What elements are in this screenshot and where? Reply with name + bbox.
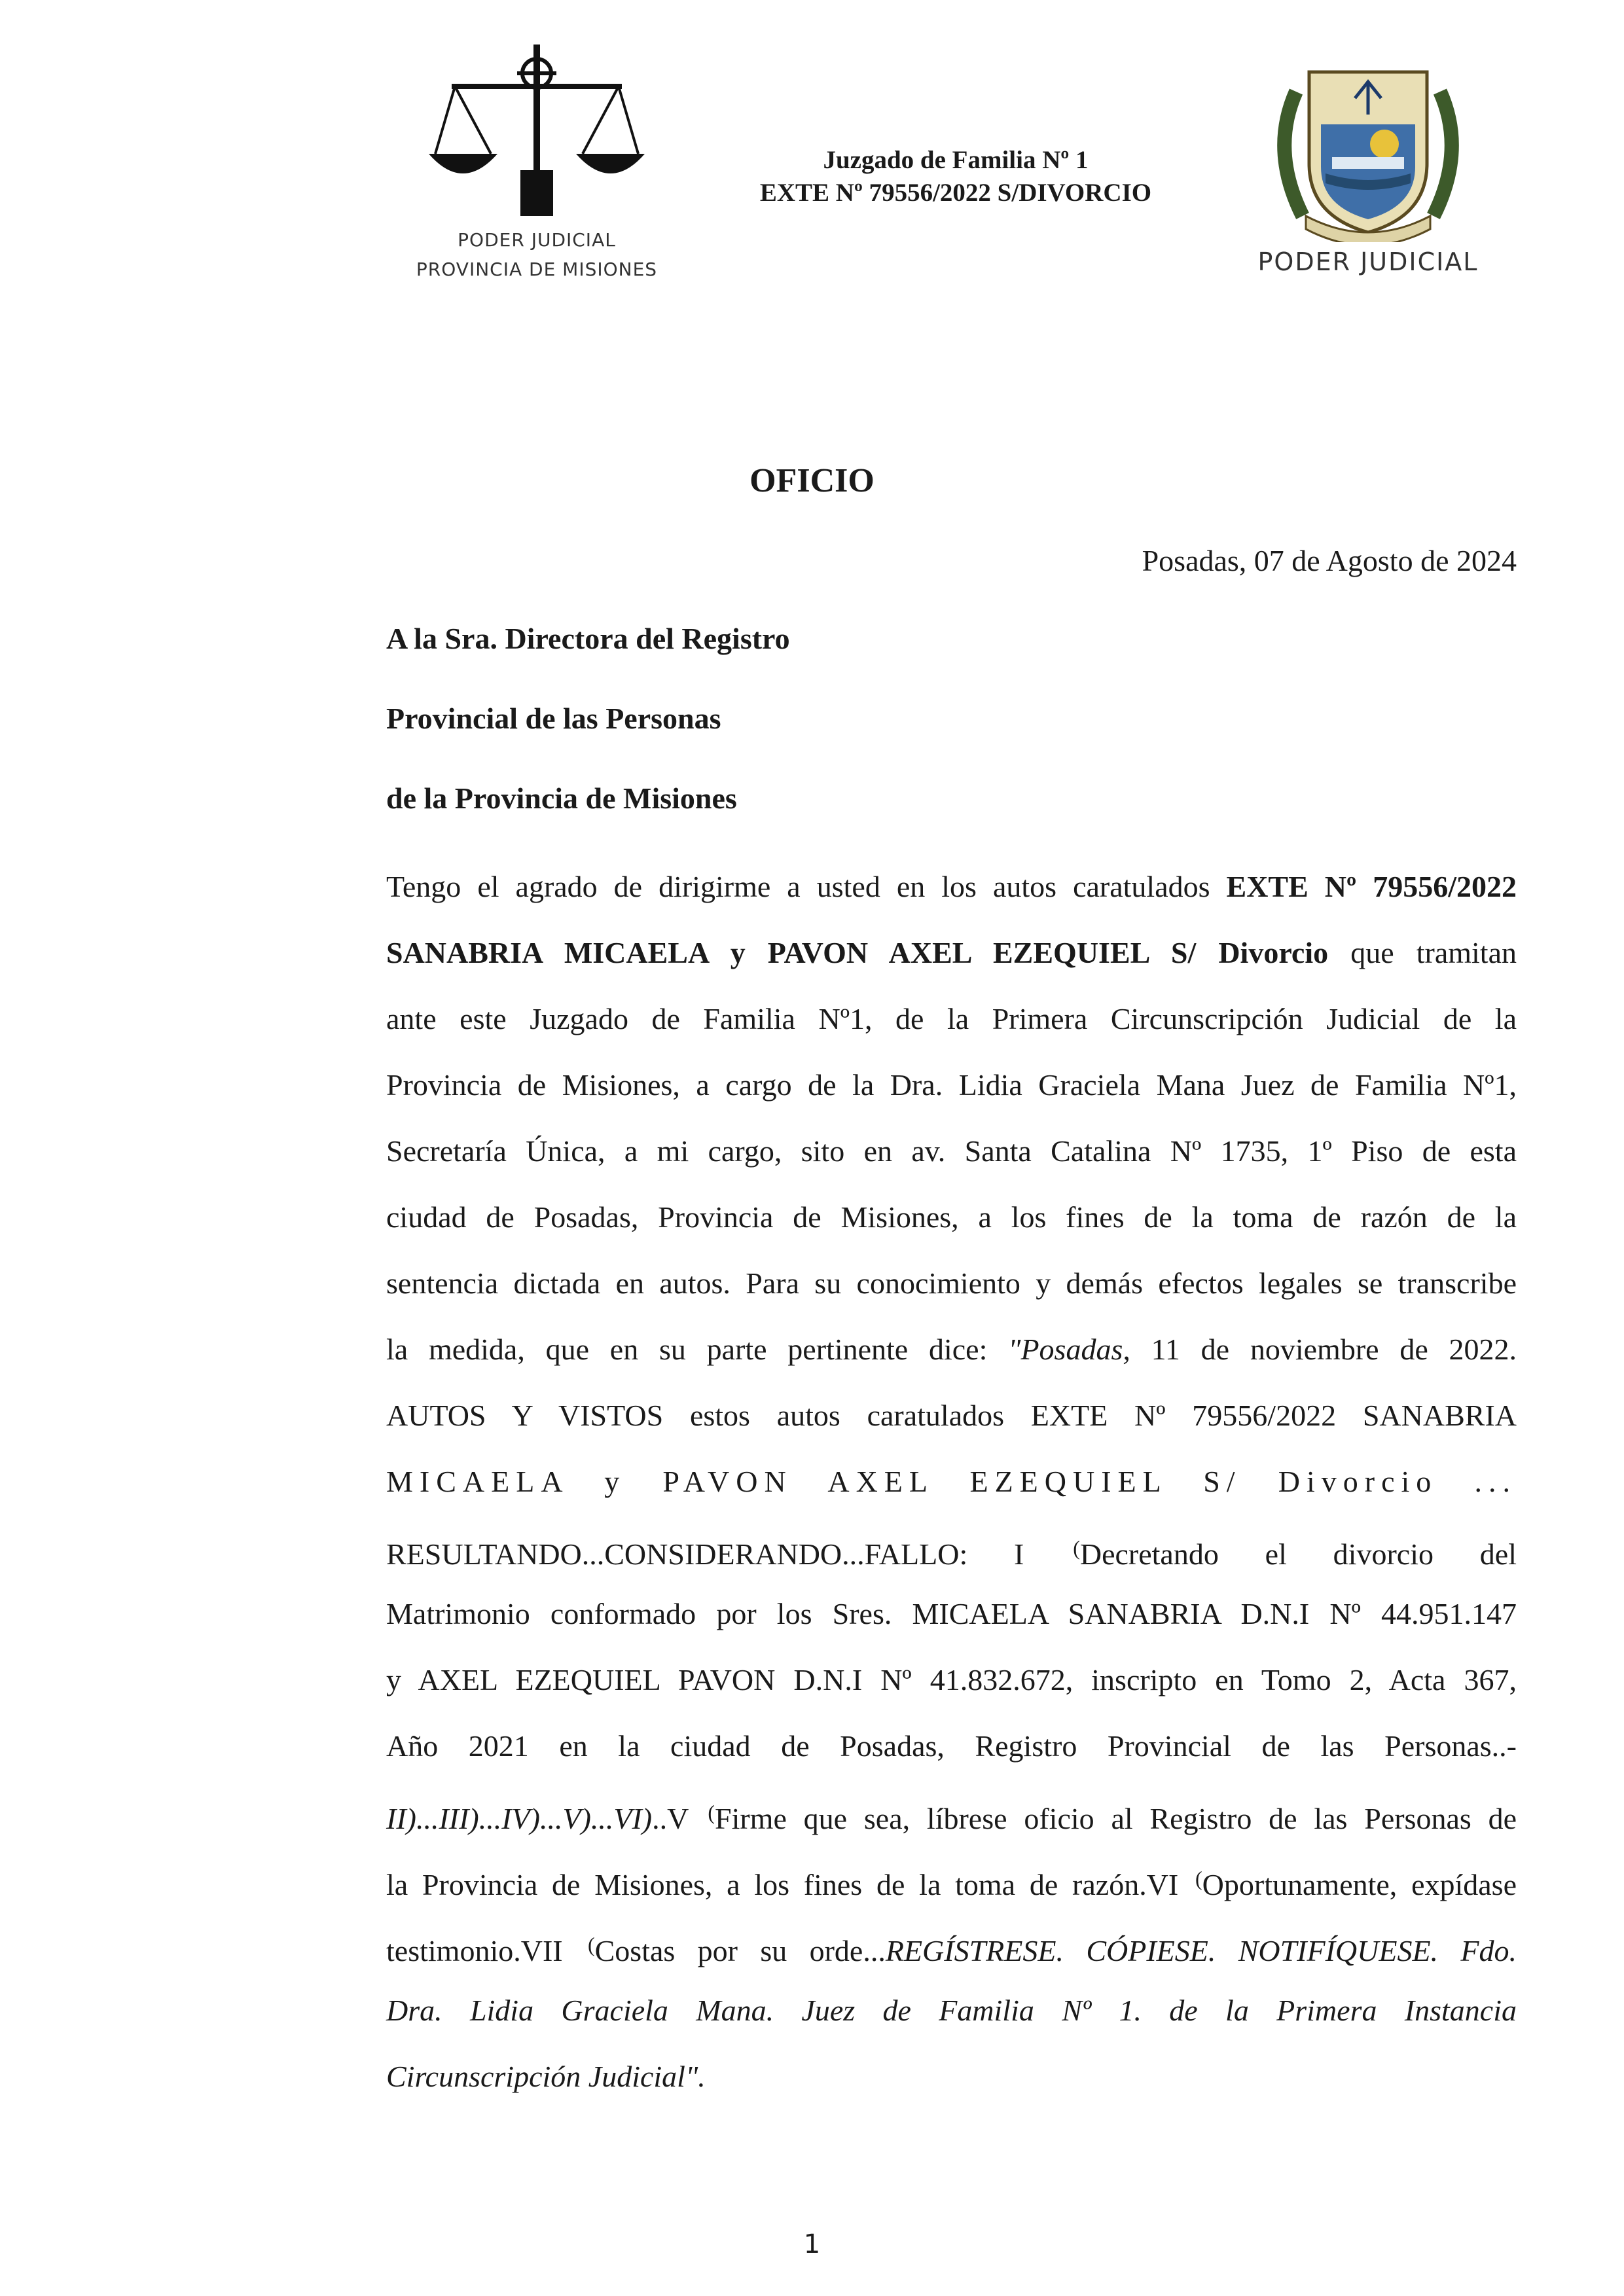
addressee-line-1: A la Sra. Directora del Registro	[386, 622, 790, 655]
body-text: Decretando el divorcio del	[1079, 1537, 1517, 1571]
provincia-de-misiones-seal	[1231, 52, 1506, 288]
sections-italic: II)...III)...IV)...V)...VI)	[386, 1802, 653, 1835]
superscript-paren: (	[1195, 1867, 1202, 1890]
body-text: ..V	[652, 1802, 706, 1835]
body-line-18	[386, 1992, 1517, 2058]
case-reference: EXTE Nº 79556/2022 S/DIVORCIO	[759, 179, 1152, 207]
body-line-1	[386, 869, 1517, 935]
addressee-line-2: Provincial de las Personas	[386, 702, 721, 735]
left-logo-caption-line-2: PROVINCIA DE MISIONES	[416, 259, 658, 280]
provincial-seal-icon	[1270, 52, 1466, 242]
body-text: 11 de noviembre de 2022.	[1130, 1333, 1517, 1366]
italic-text: Circunscripción Judicial".	[386, 2060, 706, 2093]
body-text: que tramitan	[1328, 936, 1517, 969]
document-date: Posadas, 07 de Agosto de 2024	[1142, 544, 1517, 577]
document-body	[386, 869, 1517, 2125]
case-caption-bold: SANABRIA MICAELA y PAVON AXEL EZEQUIEL S/ Divorcio	[386, 936, 1329, 969]
body-line-10: MICAELA y PAVON AXEL EZEQUIEL S/ Divorcio ...	[386, 1465, 1517, 1498]
right-logo-caption: PODER JUDICIAL	[1257, 247, 1479, 276]
document-title: OFICIO	[749, 462, 875, 499]
body-line-4: Provincia de Misiones, a cargo de la Dra. Lidia Graciela Mana Juez de Familia Nº1,	[386, 1068, 1517, 1102]
body-text: la medida, que en su parte pertinente dice:	[386, 1333, 1009, 1366]
body-text: Tengo el agrado de dirigirme a usted en los autos caratulados	[386, 870, 1227, 903]
body-text: Oportunamente, expídase	[1202, 1868, 1517, 1901]
body-line-15	[386, 1794, 1517, 1860]
addressee-line-3: de la Provincia de Misiones	[386, 781, 737, 815]
superscript-paren: (	[587, 1933, 595, 1956]
body-line-14: Año 2021 en la ciudad de Posadas, Registro Provincial de las Personas..-	[386, 1729, 1517, 1763]
body-line-11	[386, 1530, 1517, 1596]
poder-judicial-scales-logo	[393, 39, 681, 288]
body-line-9: AUTOS Y VISTOS estos autos caratulados EXTE Nº 79556/2022 SANABRIA	[386, 1399, 1517, 1432]
case-number-bold: EXTE Nº 79556/2022	[1226, 870, 1517, 903]
body-line-2	[386, 935, 1517, 1001]
body-line-12: Matrimonio conformado por los Sres. MICAELA SANABRIA D.N.I Nº 44.951.147	[386, 1597, 1517, 1630]
italic-text: Dra. Lidia Graciela Mana. Juez de Familia Nº 1. de la Primera Instancia	[386, 1994, 1517, 2027]
italic-text: REGÍSTRESE. CÓPIESE. NOTIFÍQUESE. Fdo.	[885, 1934, 1517, 1967]
superscript-paren: (	[708, 1801, 715, 1824]
document-header	[687, 144, 1224, 209]
body-text: la Provincia de Misiones, a los fines de la toma de razón.VI	[386, 1868, 1193, 1901]
page-number: 1	[803, 2229, 821, 2259]
quote-start-italic: "Posadas,	[1008, 1333, 1130, 1366]
body-line-17	[386, 1926, 1517, 1992]
body-text: Firme que sea, líbrese oficio al Registro de las Personas de	[714, 1802, 1517, 1835]
body-line-16	[386, 1860, 1517, 1926]
scales-of-justice-icon	[425, 39, 648, 223]
superscript-paren: (	[1073, 1536, 1080, 1560]
body-line-19	[386, 2058, 1517, 2125]
body-line-8	[386, 1331, 1517, 1397]
body-line-7: sentencia dictada en autos. Para su conocimiento y demás efectos legales se transcribe	[386, 1266, 1517, 1300]
body-line-5: Secretaría Única, a mi cargo, sito en av. Santa Catalina Nº 1735, 1º Piso de esta	[386, 1134, 1517, 1168]
body-text: Costas por su orde...	[594, 1934, 886, 1967]
body-line-13: y AXEL EZEQUIEL PAVON D.N.I Nº 41.832.672, inscripto en Tomo 2, Acta 367,	[386, 1663, 1517, 1696]
addressee-block	[386, 620, 790, 860]
body-line-3: ante este Juzgado de Familia Nº1, de la Primera Circunscripción Judicial de la	[386, 1002, 1517, 1035]
body-text: RESULTANDO...CONSIDERANDO...FALLO: I	[386, 1537, 1071, 1571]
body-line-6: ciudad de Posadas, Provincia de Misiones, a los fines de la toma de razón de la	[386, 1200, 1517, 1234]
left-logo-caption-line-1: PODER JUDICIAL	[458, 229, 616, 251]
body-text: testimonio.VII	[386, 1934, 585, 1967]
court-name: Juzgado de Familia Nº 1	[823, 146, 1089, 174]
